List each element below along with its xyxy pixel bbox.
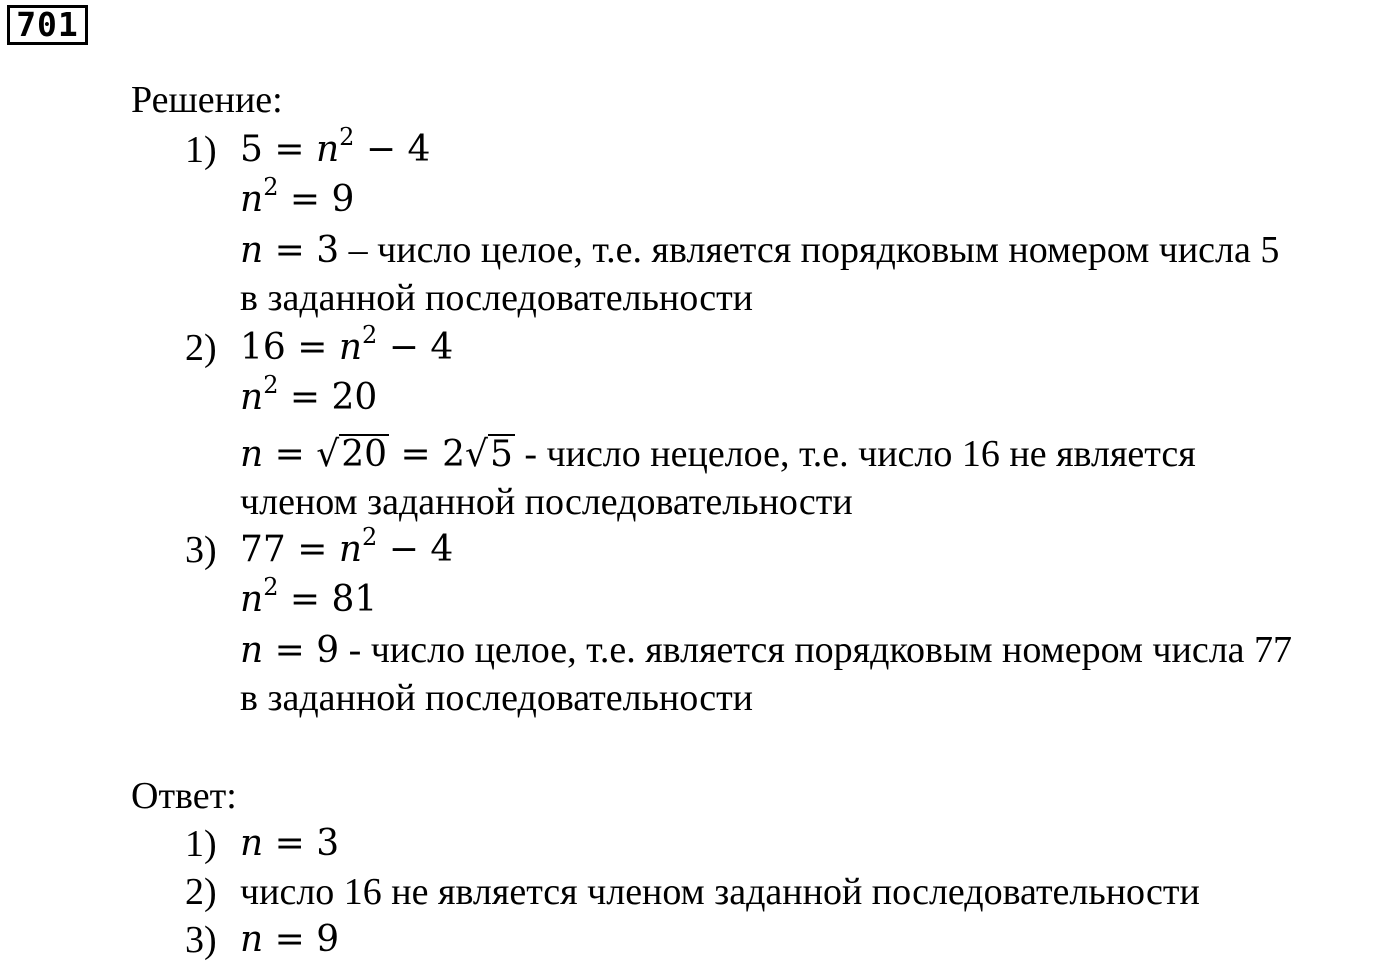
step-2-result-eq: n = √20 = 2√5 [240,434,515,475]
step-2-result-line [240,430,1196,478]
sqrt-5: √5 [464,434,513,475]
step-1-result-text: – число целое, т.е. является порядковым номером числа 5 [339,229,1280,271]
answer-3-marker: 3) [185,919,217,961]
step-1-marker: 1) [185,129,217,171]
step-2-square: $n^2 = 20$ [240,371,378,418]
step-2-equation: $16 = n^2 - 4$ [240,321,454,368]
step-3-result-text: - число целое, т.е. является порядковым номером числа 77 [339,629,1293,671]
answer-heading: Ответ: [131,775,237,817]
step-3-equation: $77 = n^2 - 4$ [240,523,454,570]
answer-3-text: n = 9 [240,919,340,960]
step-3-result-eq: n = 9 [240,630,340,671]
step-1-result-eq: n = 3 [240,230,340,271]
answer-2-marker: 2) [185,871,217,913]
sqrt-20: √20 [316,434,388,475]
answer-2-text: число 16 не является членом заданной последовательности [240,871,1200,913]
step-1-result-text-2: в заданной последовательности [240,277,754,319]
step-2-result-text-2: членом заданной последовательности [240,481,853,523]
answer-1-marker: 1) [185,823,217,865]
step-2-marker: 2) [185,327,217,369]
step-2-result-text: - число нецелое, т.е. число 16 не является [514,433,1196,475]
problem-number-box: 701 [7,5,88,45]
step-1-result-line [240,226,1279,274]
step-1-equation: $5 = n^2 - 4$ [240,123,431,170]
step-1-square: $n^2 = 9$ [240,173,355,220]
step-3-result-text-2: в заданной последовательности [240,677,754,719]
step-3-result-line [240,626,1292,674]
step-3-square: $n^2 = 81$ [240,573,378,620]
step-3-marker: 3) [185,529,217,571]
answer-1-text: n = 3 [240,823,340,864]
solution-heading: Решение: [131,79,283,121]
